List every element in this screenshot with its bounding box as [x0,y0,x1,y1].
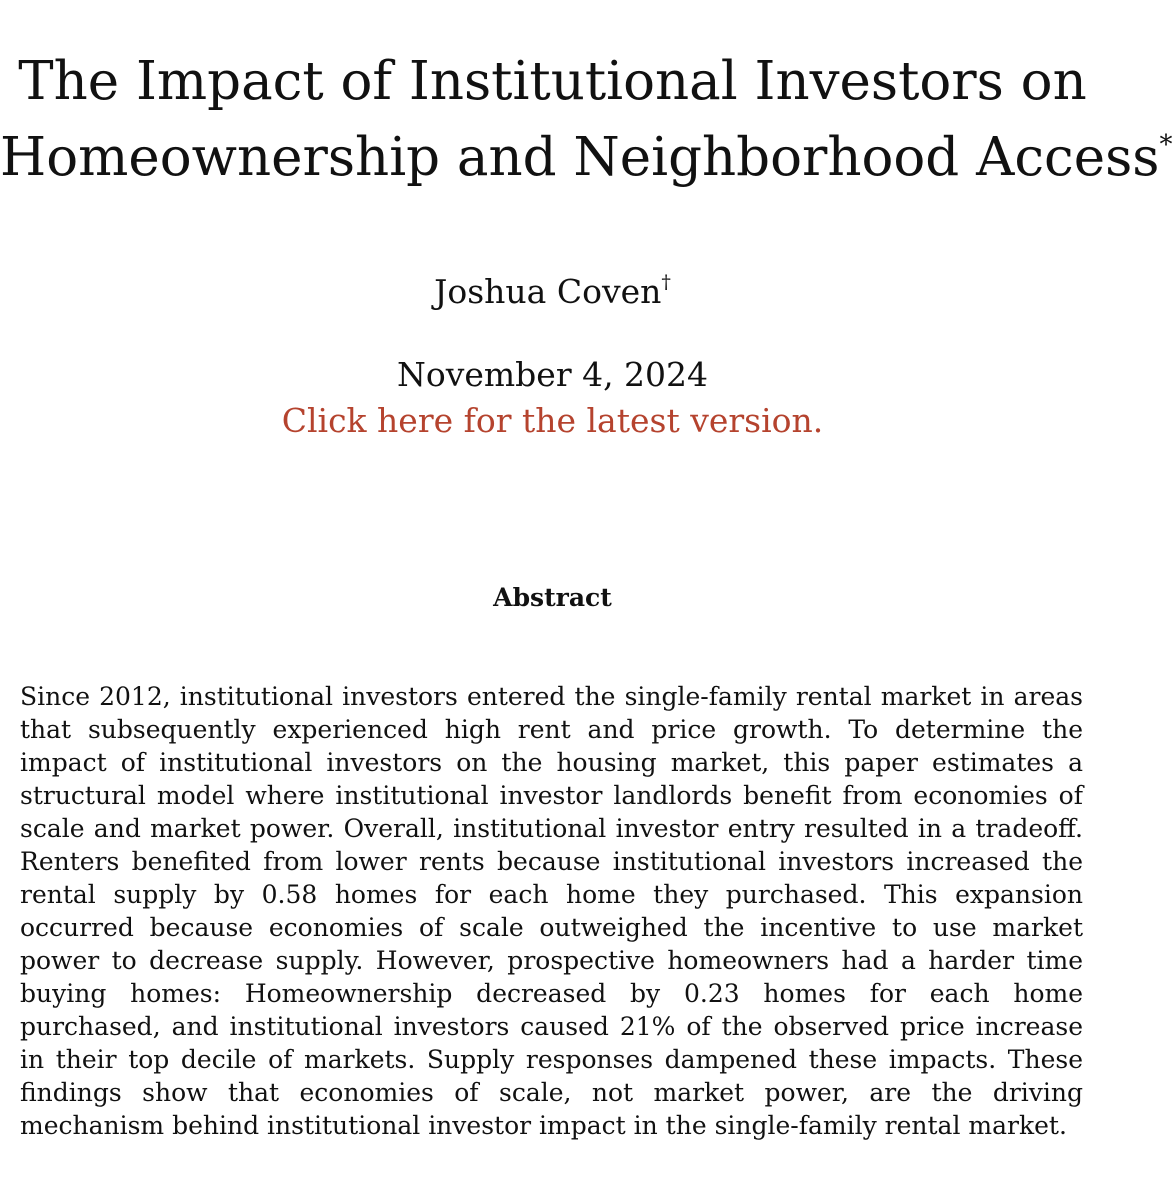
author-footnote-mark[interactable]: † [661,271,671,293]
publication-date: November 4, 2024 [396,355,709,394]
abstract-text: Since 2012, institutional investors entered the single-family rental market in areas that subsequently experienced high rent and price growth. To determine the impact of institutional investors on the housing market, this paper estimates a structural model where institutional investor landlords benefit from economies of scale and market power. Overall, institutional investor entry resulted in a tradeoff. Renters benefited from lower rents because institutional investors increased the rental supply by 0.58 homes for each home they purchased. This expansion occurred because economies of scale outweighed the incentive to use market power to decrease supply. However, prospective homeowners had a harder time buying homes: Homeownership decreased by 0.23 homes for each home purchased, and institutional investors caused 21% of the observed price increase in their top decile of markets. Supply responses dampened these impacts. These findings show that economies of scale, not market power, are the driving mechanism behind institutional investor impact in the single-family rental market. [20,682,1083,1140]
latest-version-link[interactable]: Click here for the latest version. [281,401,824,440]
author-name: Joshua Coven [434,272,662,311]
title-line-2-text: Homeownership and Neighborhood Access [0,127,1160,188]
author-line [0,272,1105,312]
abstract-heading: Abstract [493,583,612,612]
title-footnote-mark[interactable]: * [1159,130,1172,160]
title-line-1: The Impact of Institutional Investors on [18,51,1087,112]
title-line-2 [0,120,1172,196]
paper-title [0,44,1172,196]
